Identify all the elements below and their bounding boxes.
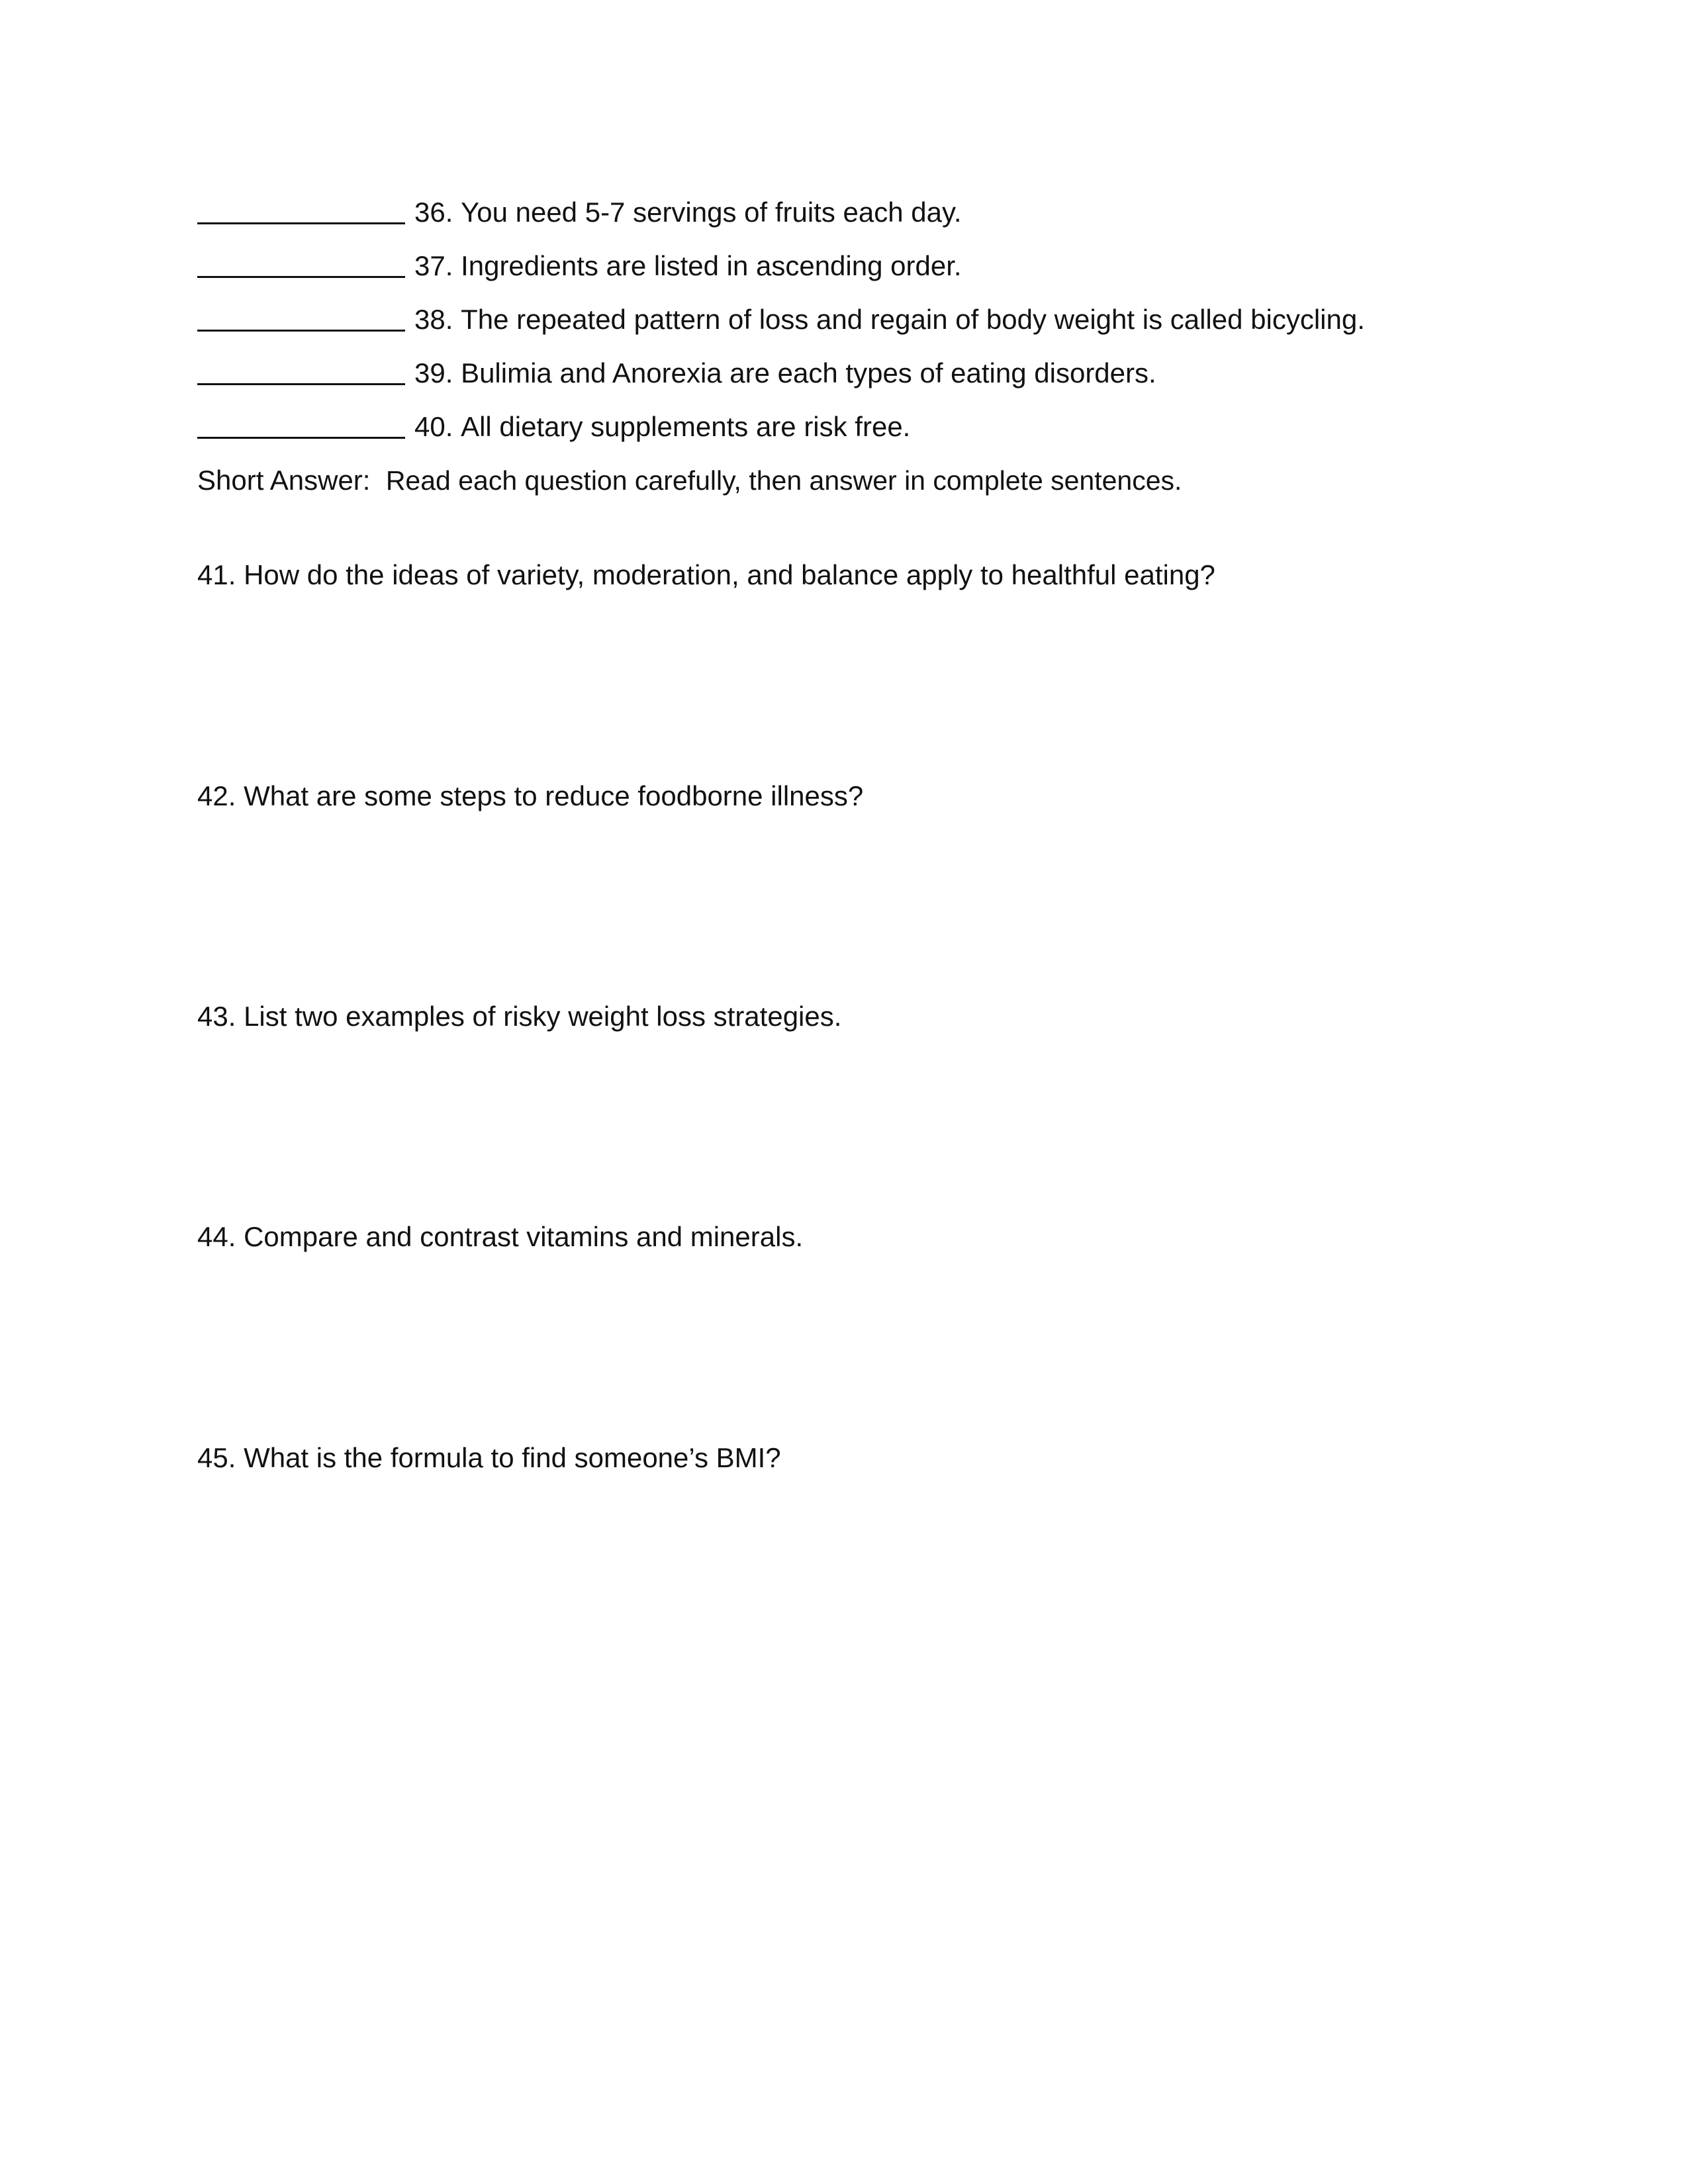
tf-number: 38. — [414, 304, 453, 335]
tf-number: 37. — [414, 250, 453, 281]
tf-item-38 — [197, 306, 1365, 334]
tf-item-36 — [197, 199, 962, 226]
tf-number: 36. — [414, 197, 453, 228]
tf-statement: Ingredients are listed in ascending order. — [461, 250, 962, 281]
answer-blank[interactable] — [197, 220, 405, 224]
question-text: What are some steps to reduce foodborne illness? — [244, 780, 864, 811]
question-44 — [197, 1223, 803, 1251]
tf-statement: Bulimia and Anorexia are each types of eating disorders. — [461, 357, 1156, 388]
tf-statement: You need 5-7 servings of fruits each day. — [461, 197, 962, 228]
short-answer-label: Short Answer: — [197, 465, 371, 496]
question-number: 42. — [197, 780, 236, 811]
answer-blank[interactable] — [197, 381, 405, 385]
question-45 — [197, 1444, 781, 1472]
tf-item-37 — [197, 252, 962, 280]
tf-item-40 — [197, 413, 910, 441]
question-41 — [197, 561, 1215, 589]
question-number: 45. — [197, 1442, 236, 1473]
tf-item-39 — [197, 359, 1156, 387]
answer-blank[interactable] — [197, 434, 405, 439]
question-number: 41. — [197, 559, 236, 590]
tf-number: 40. — [414, 411, 453, 442]
tf-number: 39. — [414, 357, 453, 388]
question-text: Compare and contrast vitamins and minerals. — [244, 1221, 804, 1252]
tf-statement: All dietary supplements are risk free. — [461, 411, 911, 442]
question-42 — [197, 782, 863, 810]
short-answer-instructions: Read each question carefully, then answer in complete sentences. — [385, 465, 1182, 496]
short-answer-heading — [197, 467, 1182, 494]
question-43 — [197, 1003, 841, 1030]
answer-blank[interactable] — [197, 327, 405, 332]
tf-statement: The repeated pattern of loss and regain of body weight is called bicycling. — [461, 304, 1365, 335]
question-text: List two examples of risky weight loss strategies. — [244, 1001, 842, 1032]
answer-blank[interactable] — [197, 273, 405, 278]
question-text: What is the formula to find someone’s BMI? — [244, 1442, 781, 1473]
question-text: How do the ideas of variety, moderation, and balance apply to healthful eating? — [244, 559, 1215, 590]
question-number: 44. — [197, 1221, 236, 1252]
question-number: 43. — [197, 1001, 236, 1032]
